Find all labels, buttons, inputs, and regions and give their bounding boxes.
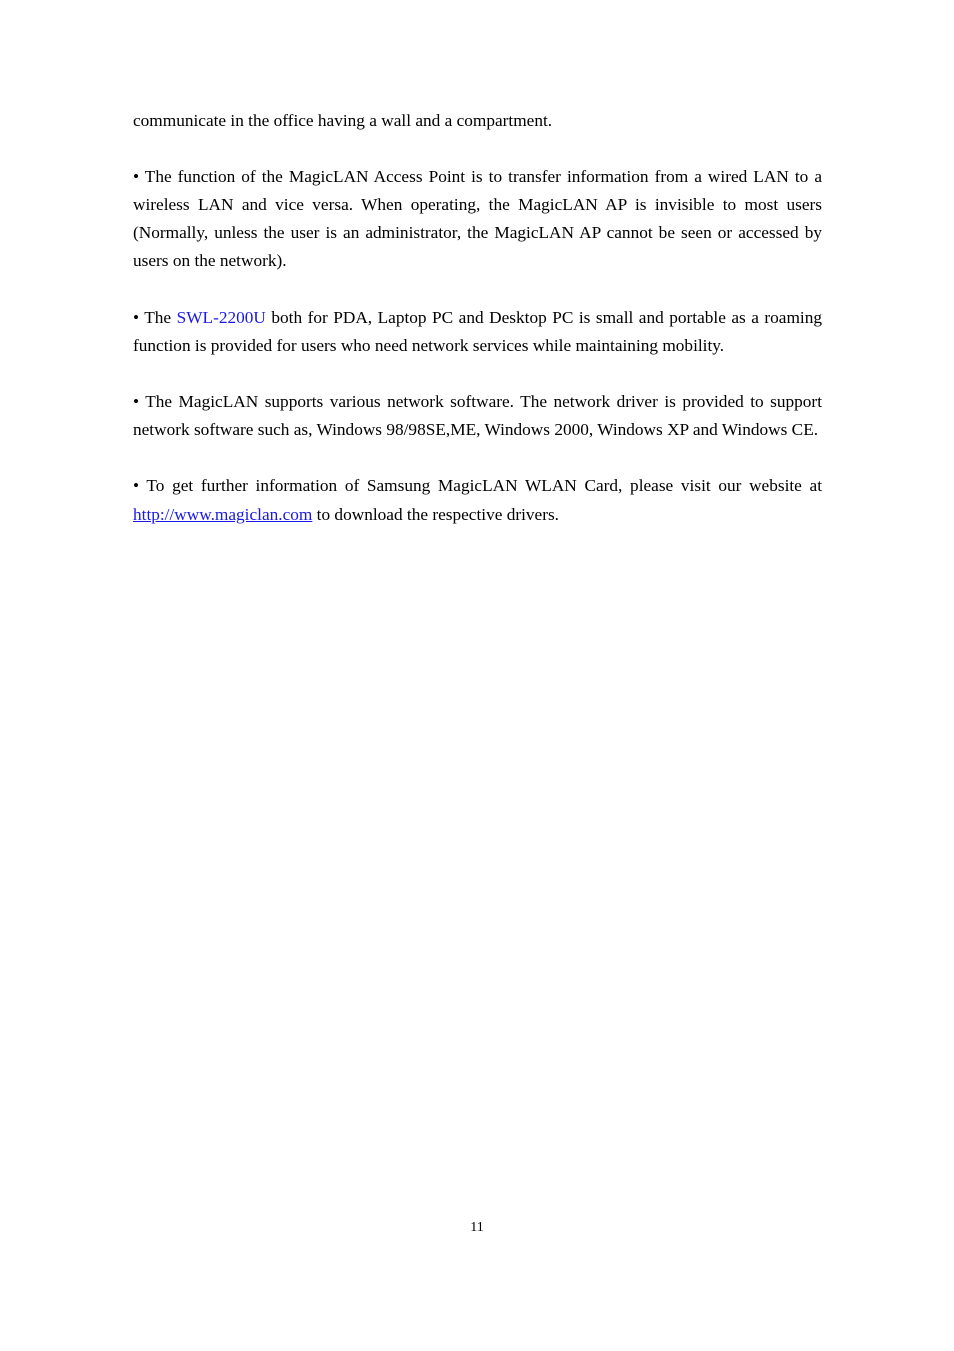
paragraph-continuation-text: communicate in the office having a wall and a compartment. bbox=[133, 111, 553, 130]
paragraph-further-information-rest: to download the respective drivers. bbox=[312, 504, 560, 524]
paragraph-further-information-lead: • To get further information of Samsung MagicLAN WLAN Card, please visit our website at bbox=[133, 476, 822, 496]
page-number: 11 bbox=[470, 1220, 484, 1235]
paragraph-continuation bbox=[133, 107, 822, 135]
paragraph-swl-2200u-rest: both for PDA, Laptop PC and Desktop PC is small and portable as a roaming function is provided for users who need network services while maintaining mobility. bbox=[133, 307, 822, 355]
website-link[interactable]: http://www.magiclan.com bbox=[133, 504, 313, 524]
paragraph-access-point-text: • The function of the MagicLAN Access Point is to transfer information from a wired LAN to a wireless LAN and vice versa. When operating, the MagicLAN AP is invisible to most users (Normally, unless the user is an administrator, the MagicLAN AP cannot be seen or accessed by users on the network). bbox=[133, 166, 822, 271]
paragraph-access-point bbox=[133, 163, 822, 276]
paragraph-swl-2200u bbox=[133, 304, 822, 360]
paragraph-further-information bbox=[133, 472, 822, 528]
paragraph-network-software-text: • The MagicLAN supports various network software. The network driver is provided to support network software such as, Windows 98/98SE,ME, Windows 2000, Windows XP and Windows CE. bbox=[133, 391, 822, 440]
paragraph-swl-2200u-lead: • The bbox=[133, 307, 177, 327]
paragraph-network-software bbox=[133, 388, 822, 444]
body-text bbox=[133, 107, 822, 557]
product-name-highlight: SWL-2200U bbox=[176, 307, 266, 327]
